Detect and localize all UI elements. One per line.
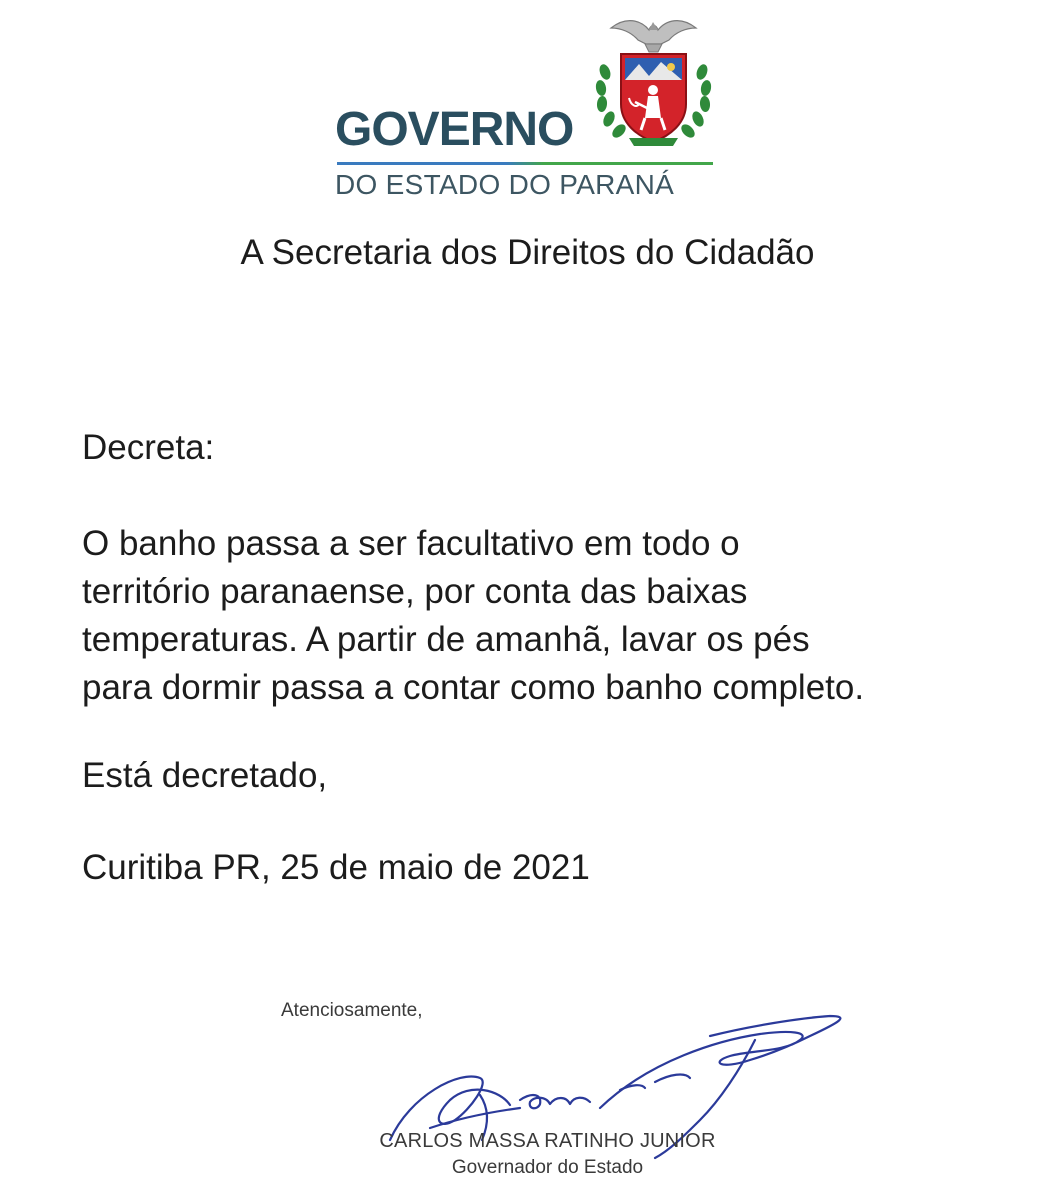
- logo-subtitle: DO ESTADO DO PARANÁ: [335, 169, 675, 200]
- paragraph-line: para dormir passa a contar como banho completo.: [82, 668, 865, 707]
- document-heading: A Secretaria dos Direitos do Cidadão: [240, 233, 815, 272]
- paragraph-line: O banho passa a ser facultativo em todo o: [82, 524, 740, 563]
- logo-wordmark: GOVERNO: [335, 103, 574, 156]
- government-logo: [333, 14, 723, 200]
- paragraph-line: território paranaense, por conta das baixas: [82, 572, 748, 611]
- closing-line: Está decretado,: [82, 756, 328, 795]
- decree-label: Decreta:: [82, 428, 215, 467]
- signatory-title: Governador do Estado: [451, 1157, 644, 1178]
- salutation: Atenciosamente,: [281, 1000, 423, 1021]
- decree-paragraph: [82, 520, 864, 712]
- signatory-name: CARLOS MASSA RATINHO JUNIOR: [379, 1130, 716, 1152]
- logo-divider: [337, 162, 713, 165]
- paragraph-line: temperaturas. A partir de amanhã, lavar os pés: [82, 620, 810, 659]
- parana-coat-of-arms-icon: [591, 14, 716, 149]
- place-date: Curitiba PR, 25 de maio de 2021: [82, 848, 590, 887]
